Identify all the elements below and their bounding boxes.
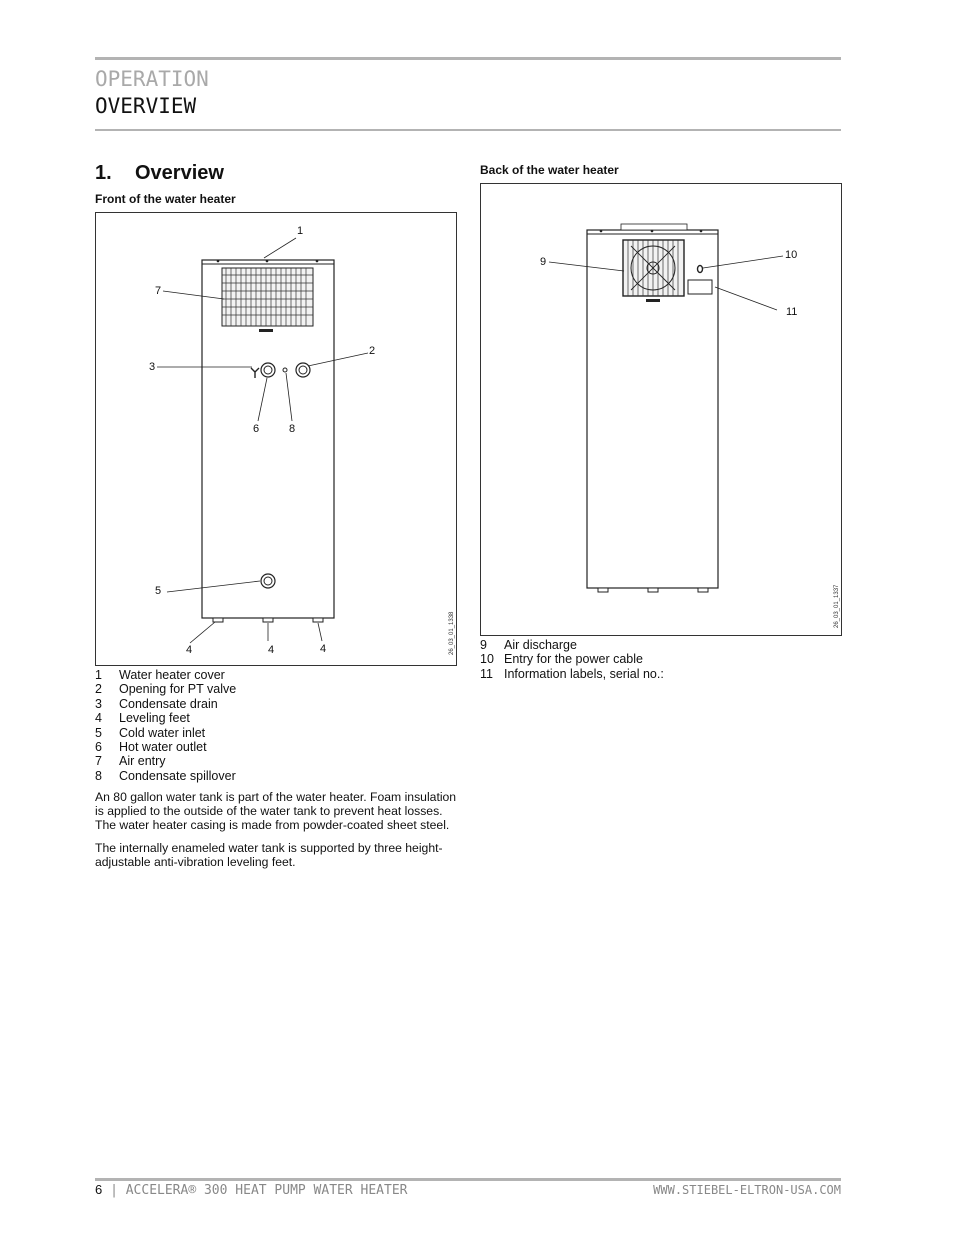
callout-3: 3 <box>149 361 156 373</box>
callout-7: 7 <box>155 285 162 297</box>
legend-item: 6 Hot water outlet <box>95 740 207 755</box>
callout-9: 9 <box>540 256 547 268</box>
back-legend <box>480 638 664 681</box>
cold-water-inlet-fitting <box>261 574 275 588</box>
callout-4a: 4 <box>186 644 193 656</box>
figure-id: 26_03_01_1337 <box>834 584 840 628</box>
legend-item: 9 Air discharge <box>480 638 577 652</box>
page-number: 6 <box>95 1182 103 1197</box>
footer-separator: | <box>110 1183 118 1198</box>
power-cable-entry <box>698 266 703 273</box>
legend-item: 4 Leveling feet <box>95 711 190 726</box>
front-heater-drawing <box>96 213 456 665</box>
header-bottom-rule <box>95 129 841 131</box>
legend-item: 1 Water heater cover <box>95 668 225 682</box>
back-figure <box>480 183 842 636</box>
air-entry-grille <box>222 268 313 332</box>
body-paragraph: An 80 gallon water tank is part of the water heater. Foam insulation is applied to the outside of the water tank to prevent heat losses. The water heater casing is made from powder-coated sheet steel. <box>95 790 457 833</box>
section-label: OPERATION <box>95 67 209 91</box>
legend-item: 3 Condensate drain <box>95 696 218 711</box>
section-number: 1. <box>95 162 112 184</box>
footer-rule <box>95 1178 841 1181</box>
legend-item: 7 Air entry <box>95 754 166 769</box>
figure-id: 26_03_01_1338 <box>449 611 455 655</box>
legend-item: 8 Condensate spillover <box>95 768 236 783</box>
callout-11: 11 <box>786 306 798 318</box>
section-heading <box>95 162 224 185</box>
front-legend <box>95 668 236 783</box>
callout-2: 2 <box>369 345 376 357</box>
air-discharge-grille <box>623 240 684 302</box>
back-heater-drawing <box>481 184 841 635</box>
callout-5: 5 <box>155 585 162 597</box>
hot-water-outlet-fitting <box>261 363 275 377</box>
legend-item: 5 Cold water inlet <box>95 725 206 740</box>
footer-product-name: ACCELERA® 300 HEAT PUMP WATER HEATER <box>125 1183 408 1198</box>
section-title: Overview <box>135 162 224 184</box>
legend-item: 11 Information labels, serial no.: <box>480 666 664 681</box>
callout-4b: 4 <box>268 644 275 656</box>
body-paragraph: The internally enameled water tank is supported by three height-adjustable anti-vibration leveling feet. <box>95 841 443 870</box>
callout-8: 8 <box>289 423 296 435</box>
legend-item: 10 Entry for the power cable <box>480 652 643 667</box>
footer-website-link[interactable]: WWW.STIEBEL-ELTRON-USA.COM <box>653 1183 841 1197</box>
page-title: OVERVIEW <box>95 94 197 118</box>
front-figure <box>95 212 457 666</box>
callout-10: 10 <box>785 249 798 261</box>
pt-valve-opening <box>296 363 310 377</box>
condensate-spillover <box>283 368 287 372</box>
back-figure-caption: Back of the water heater <box>480 163 619 177</box>
information-label <box>688 280 712 294</box>
legend-item: 2 Opening for PT valve <box>95 682 237 697</box>
header-top-rule <box>95 57 841 60</box>
footer-product <box>95 1182 407 1198</box>
callout-1: 1 <box>297 225 304 237</box>
callout-6: 6 <box>253 423 260 435</box>
callout-4c: 4 <box>320 643 327 655</box>
front-figure-caption: Front of the water heater <box>95 192 236 206</box>
